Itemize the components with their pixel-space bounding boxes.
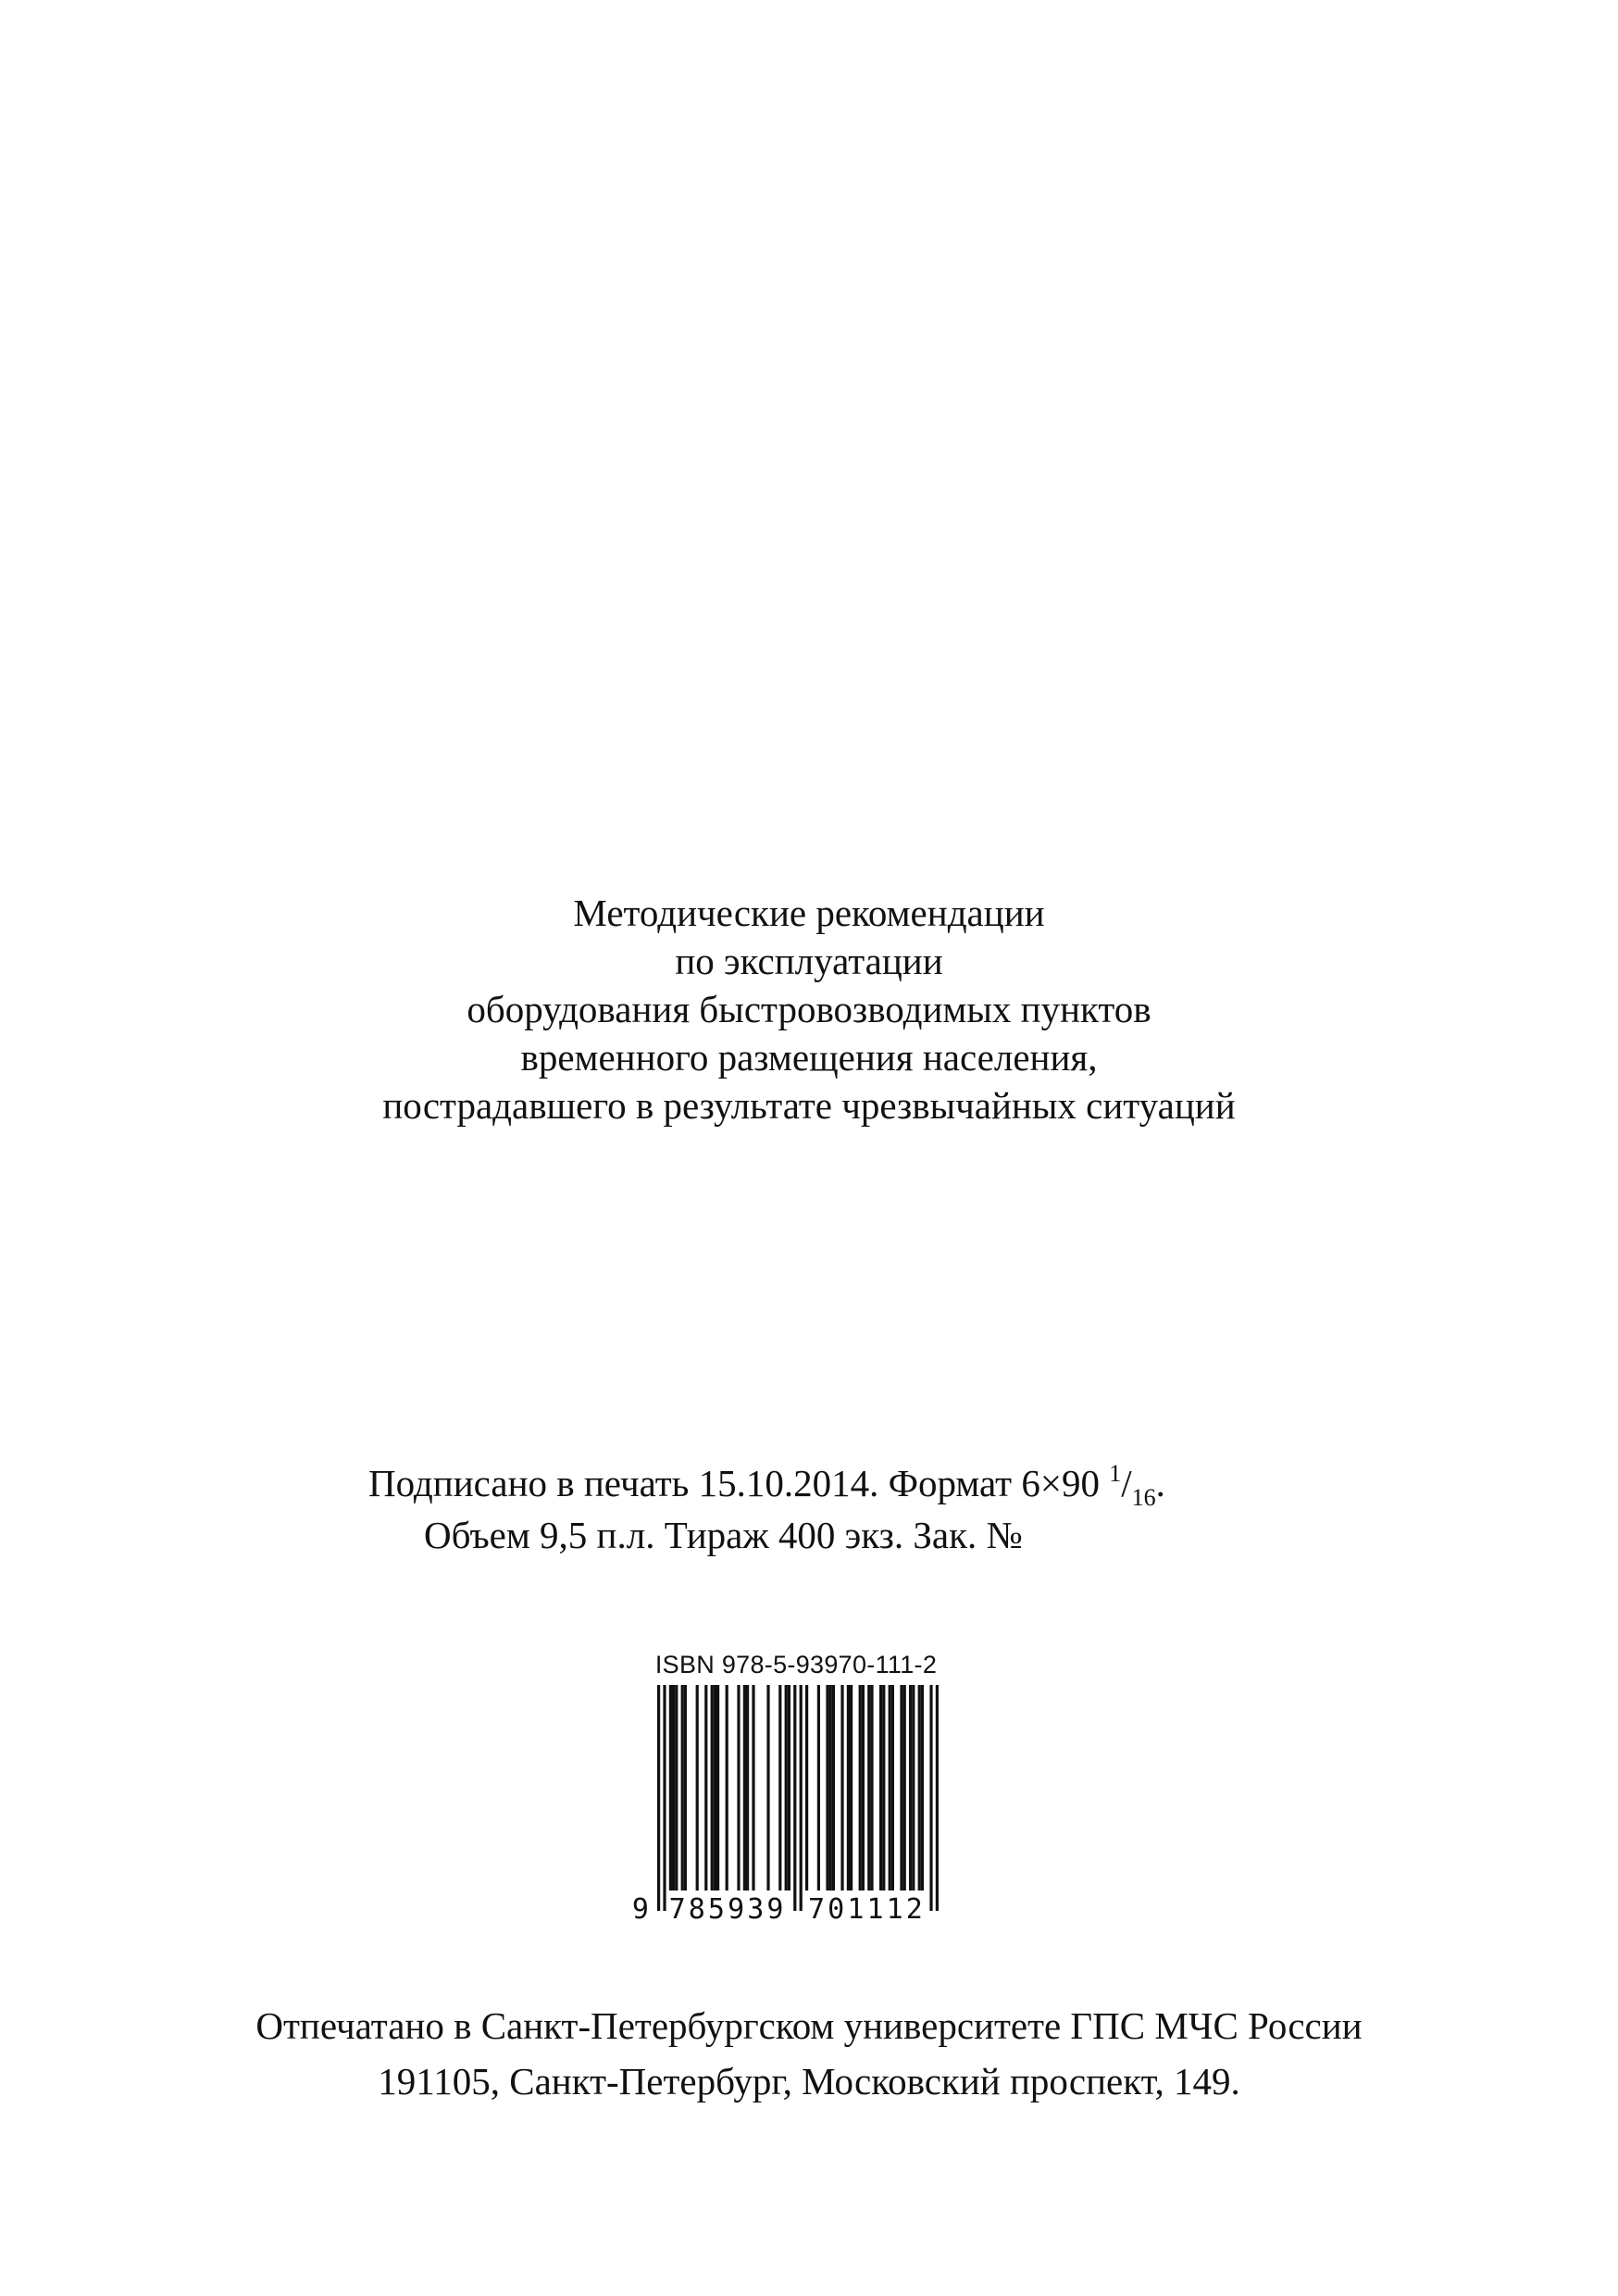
- barcode-bar: [891, 1685, 894, 1890]
- isbn-barcode-block: [629, 1650, 963, 1955]
- barcode-bar: [669, 1685, 672, 1890]
- barcode-guard-bar: [657, 1685, 660, 1911]
- imprint-details: [368, 1457, 1294, 1561]
- barcode-bar: [778, 1685, 781, 1890]
- barcode-bar: [788, 1685, 790, 1890]
- printer-line-address: 191105, Санкт-Петербург, Московский проспект, 149.: [378, 2060, 1240, 2103]
- barcode-guard-bar: [800, 1685, 803, 1911]
- format-fraction-denominator: 16: [1131, 1484, 1156, 1511]
- barcode-bar: [850, 1685, 853, 1890]
- barcode-bar: [867, 1685, 870, 1890]
- barcode-bar: [879, 1685, 882, 1890]
- barcode-bar: [903, 1685, 906, 1890]
- barcode-bar: [862, 1685, 865, 1890]
- barcode-digits-right: 701112: [808, 1893, 926, 1926]
- isbn-barcode: [629, 1685, 963, 1944]
- barcode-bar: [805, 1685, 808, 1890]
- barcode-guard-bar: [793, 1685, 796, 1911]
- barcode-guard-bar: [936, 1685, 939, 1911]
- barcode-bar: [746, 1685, 749, 1890]
- barcode-bar: [909, 1685, 912, 1890]
- barcode-bar: [737, 1685, 740, 1890]
- barcode-bar: [921, 1685, 924, 1890]
- barcode-bar: [840, 1685, 843, 1890]
- barcode-guard-bar: [929, 1685, 932, 1911]
- imprint-line-signed: [368, 1457, 1294, 1509]
- barcode-bar: [672, 1685, 675, 1890]
- title-line: Методические рекомендации: [573, 892, 1045, 934]
- imprint-line-end: .: [1155, 1462, 1165, 1504]
- barcode-bar: [704, 1685, 707, 1890]
- format-fraction-slash: /: [1121, 1462, 1132, 1504]
- title-line: по эксплуатации: [675, 940, 943, 982]
- printer-line-university: Отпечатано в Санкт-Петербургском университете ГПС МЧС России: [255, 2004, 1363, 2047]
- barcode-bar: [918, 1685, 921, 1890]
- imprint-signed-text: Подписано в печать 15.10.2014. Формат 6×90: [368, 1462, 1110, 1504]
- barcode-bar: [726, 1685, 728, 1890]
- imprint-line-volume: Объем 9,5 п.л. Тираж 400 экз. Зак. №: [424, 1514, 1023, 1556]
- isbn-label: ISBN 978-5-93970-111-2: [654, 1651, 938, 1678]
- barcode-bar: [681, 1685, 684, 1890]
- barcode-bar: [832, 1685, 835, 1890]
- barcode-bar: [826, 1685, 828, 1890]
- barcode-guard-bar: [663, 1685, 666, 1911]
- barcode-bar: [900, 1685, 902, 1890]
- barcode-digits-left: 785939: [668, 1893, 787, 1926]
- barcode-bar: [684, 1685, 687, 1890]
- barcode-bar: [743, 1685, 746, 1890]
- title-line: пострадавшего в результате чрезвычайных ситуаций: [382, 1084, 1236, 1127]
- title-line: оборудования быстровозводимых пунктов: [467, 988, 1151, 1030]
- format-fraction-numerator: 1: [1109, 1460, 1122, 1487]
- document-title: [0, 889, 1618, 1129]
- barcode-bar: [912, 1685, 915, 1890]
- barcode-bar: [870, 1685, 873, 1890]
- barcode-bar: [817, 1685, 820, 1890]
- barcode-bar: [785, 1685, 788, 1890]
- barcode-bar: [859, 1685, 862, 1890]
- barcode-digit-first: 9: [631, 1893, 652, 1926]
- title-line: временного размещения населения,: [520, 1036, 1098, 1079]
- barcode-bar: [882, 1685, 885, 1890]
- barcode-bar: [766, 1685, 769, 1890]
- barcode-bar: [847, 1685, 850, 1890]
- barcode-bar: [752, 1685, 754, 1890]
- printer-info: [0, 1998, 1618, 2109]
- barcode-bar: [829, 1685, 832, 1890]
- barcode-bar: [711, 1685, 714, 1890]
- barcode-bar: [889, 1685, 891, 1890]
- barcode-bar: [716, 1685, 719, 1890]
- barcode-bar: [696, 1685, 699, 1890]
- barcode-bar: [714, 1685, 716, 1890]
- barcode-bar: [675, 1685, 678, 1890]
